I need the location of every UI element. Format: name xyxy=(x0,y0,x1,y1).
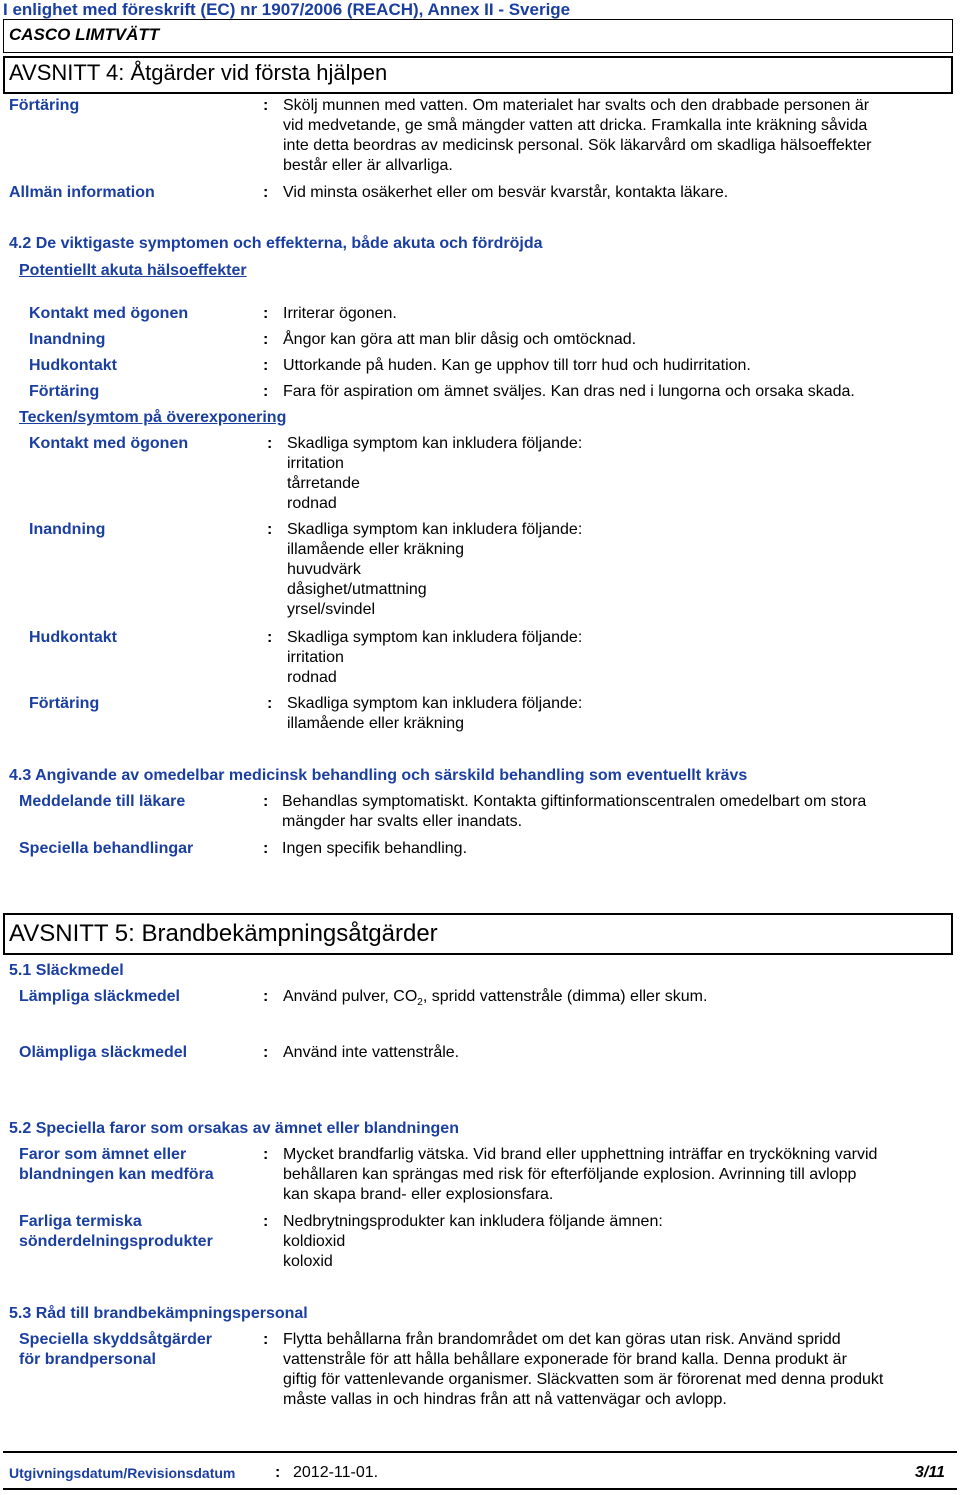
section-4-2-title: 4.2 De viktigaste symptomen och effekterna, både akuta och fördröjda xyxy=(9,235,543,252)
suitable-media-value: Använd pulver, $CO_2$, spridd vattenstråle (dimma) eller skum. xyxy=(283,988,708,1009)
signs-inhalation-label: Inandning xyxy=(29,521,106,538)
signs-line: rodnad xyxy=(287,669,337,686)
signs-line: Skadliga symptom kan inkludera följande: xyxy=(287,521,583,538)
special-treatment-label: Speciella behandlingar xyxy=(19,840,194,857)
section5-title: AVSNITT 5: Brandbekämpningsåtgärder xyxy=(9,920,438,947)
doctor-label: Meddelande till läkare xyxy=(19,793,186,810)
hazard-label: blandningen kan medföra xyxy=(19,1166,214,1183)
product-name: CASCO LIMTVÄTT xyxy=(9,25,160,44)
thermal-line: Nedbrytningsprodukter kan inkludera följande ämnen: xyxy=(283,1213,663,1230)
hazard-line: kan skapa brand- eller explosionsfara. xyxy=(283,1186,554,1203)
footer-rule xyxy=(3,1451,957,1453)
section-5-2-title: 5.2 Speciella faror som orsakas av ämnet eller blandningen xyxy=(9,1120,459,1137)
unsuitable-media-label: Olämpliga släckmedel xyxy=(19,1044,188,1061)
page-number: 3/11 xyxy=(915,1464,945,1481)
signs-skin-label: Hudkontakt xyxy=(29,629,117,646)
signs-line: huvudvärk xyxy=(287,561,361,578)
ppe-line: vattenstråle för att hålla behållare exponerade för brand kalla. Denna produkt är xyxy=(283,1351,847,1368)
signs-title: Tecken/symtom på överexponering xyxy=(19,409,287,426)
acute-ingestion-value: Fara för aspiration om ämnet sväljes. Kan dras ned i lungorna och orsaka skada. xyxy=(283,383,855,400)
ppe-label: Speciella skyddsåtgärder xyxy=(19,1331,212,1348)
unsuitable-media-value: Använd inte vattenstråle. xyxy=(283,1044,460,1061)
thermal-label: Farliga termiska xyxy=(19,1213,142,1230)
intake-line: Skölj munnen med vatten. Om materialet har svalts och den drabbade personen är xyxy=(283,97,870,114)
intake-line: består eller är allvarliga. xyxy=(283,157,453,174)
signs-line: Skadliga symptom kan inkludera följande: xyxy=(287,435,583,452)
signs-line: irritation xyxy=(287,649,344,666)
signs-eye-label: Kontakt med ögonen xyxy=(29,435,189,452)
acute-eye-label: Kontakt med ögonen xyxy=(29,305,189,322)
acute-skin-value: Uttorkande på huden. Kan ge upphov till torr hud och hudirritation. xyxy=(283,357,751,374)
section-5-1-title: 5.1 Släckmedel xyxy=(9,962,124,979)
regulation-title: I enlighet med föreskrift (EC) nr 1907/2006 (REACH), Annex II - Sverige xyxy=(3,0,571,19)
footer-label: Utgivningsdatum/Revisionsdatum xyxy=(9,1465,236,1481)
signs-line: Skadliga symptom kan inkludera följande: xyxy=(287,629,583,646)
signs-line: illamående eller kräkning xyxy=(287,541,464,558)
acute-ingestion-label: Förtäring xyxy=(29,383,100,400)
ppe-line: Flytta behållarna från brandområdet om det kan göras utan risk. Använd spridd xyxy=(283,1331,841,1348)
signs-line: Skadliga symptom kan inkludera följande: xyxy=(287,695,583,712)
section4-title: AVSNITT 4: Åtgärder vid första hjälpen xyxy=(9,60,388,85)
intake-line: vid medvetande, ge små mängder vatten att dricka. Framkalla inte kräkning såvida xyxy=(283,117,868,134)
general-value: Vid minsta osäkerhet eller om besvär kvarstår, kontakta läkare. xyxy=(283,184,729,201)
intake-line: inte detta beordras av medicinsk personal. Sök läkarvård om skadliga hälsoeffekter xyxy=(283,137,872,154)
signs-line: irritation xyxy=(287,455,344,472)
acute-eye-value: Irriterar ögonen. xyxy=(283,305,397,322)
thermal-line: koldioxid xyxy=(283,1233,346,1250)
signs-line: yrsel/svindel xyxy=(287,601,376,618)
general-label: Allmän information xyxy=(9,184,155,201)
signs-line: dåsighet/utmattning xyxy=(287,581,427,598)
hazard-line: Mycket brandfarlig vätska. Vid brand eller upphettning inträffar en tryckökning varvid xyxy=(283,1146,878,1163)
special-treatment-value: Ingen specifik behandling. xyxy=(282,840,468,857)
hazard-line: behållaren kan sprängas med risk för efterföljande explosion. Avrinning till avlopp xyxy=(283,1166,857,1183)
footer-date: 2012-11-01. xyxy=(293,1464,379,1481)
thermal-line: koloxid xyxy=(283,1253,333,1270)
suitable-media-label: Lämpliga släckmedel xyxy=(19,988,180,1005)
signs-line: illamående eller kräkning xyxy=(287,715,464,732)
ppe-line: giftig för vattenlevande organismer. Släckvatten som är förorenat med denna produkt xyxy=(283,1371,884,1388)
ppe-line: måste vallas in och hindras från att nå vattenvägar och avlopp. xyxy=(283,1391,727,1408)
signs-line: tårretande xyxy=(287,475,360,492)
acute-skin-label: Hudkontakt xyxy=(29,357,117,374)
acute-effects-title: Potentiellt akuta hälsoeffekter xyxy=(19,262,247,279)
intake-label: Förtäring xyxy=(9,97,80,114)
acute-inhalation-value: Ångor kan göra att man blir dåsig och omtöcknad. xyxy=(283,331,637,348)
doctor-line: mängder har svalts eller inandats. xyxy=(282,813,523,830)
section-5-3-title: 5.3 Råd till brandbekämpningspersonal xyxy=(9,1305,308,1322)
ppe-label: för brandpersonal xyxy=(19,1351,156,1368)
thermal-label: sönderdelningsprodukter xyxy=(19,1233,213,1250)
doctor-line: Behandlas symptomatiskt. Kontakta giftinformationscentralen omedelbart om stora xyxy=(282,793,867,810)
hazard-label: Faror som ämnet eller xyxy=(19,1146,187,1163)
signs-line: rodnad xyxy=(287,495,337,512)
acute-inhalation-label: Inandning xyxy=(29,331,106,348)
footer-rule-bottom xyxy=(3,1488,957,1490)
signs-ingestion-label: Förtäring xyxy=(29,695,100,712)
section-4-3-title: 4.3 Angivande av omedelbar medicinsk behandling och särskild behandling som eventuellt krävs xyxy=(9,767,748,784)
